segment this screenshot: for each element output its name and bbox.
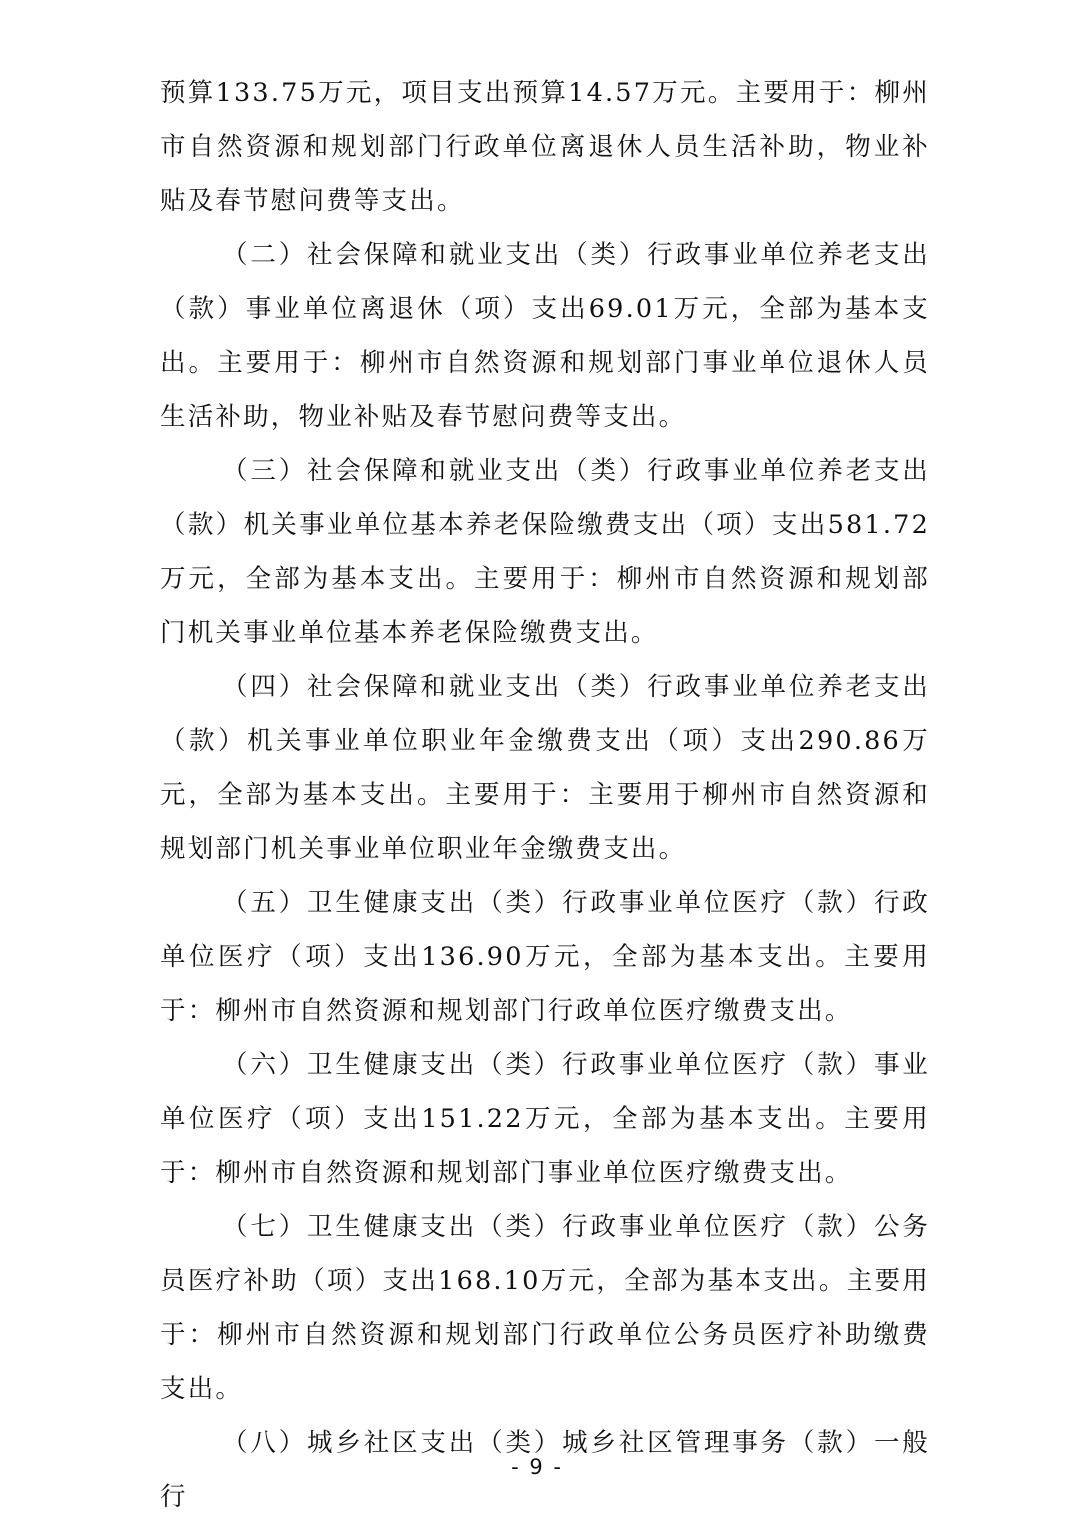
paragraph-item-5: （五）卫生健康支出（类）行政事业单位医疗（款）行政单位医疗（项）支出136.90万元，全部为基本支出。主要用于：柳州市自然资源和规划部门行政单位医疗缴费支出。 <box>160 888 930 1026</box>
paragraph-item-4: （四）社会保障和就业支出（类）行政事业单位养老支出（款）机关事业单位职业年金缴费支出（项）支出290.86万元，全部为基本支出。主要用于：主要用于柳州市自然资源和规划部门机关事业单位职业年金缴费支出。 <box>160 672 930 864</box>
paragraph-item-8: （八）城乡社区支出（类）城乡社区管理事务（款）一般行 <box>160 1428 930 1512</box>
paragraph-item-3: （三）社会保障和就业支出（类）行政事业单位养老支出（款）机关事业单位基本养老保险缴费支出（项）支出581.72万元，全部为基本支出。主要用于：柳州市自然资源和规划部门机关事业单位基本养老保险缴费支出。 <box>160 456 930 648</box>
paragraph-continued-budget: 预算133.75万元，项目支出预算14.57万元。主要用于：柳州市自然资源和规划部门行政单位离退休人员生活补助，物业补贴及春节慰问费等支出。 <box>160 78 930 216</box>
document-body <box>160 66 930 1524</box>
paragraph-item-7: （七）卫生健康支出（类）行政事业单位医疗（款）公务员医疗补助（项）支出168.10万元，全部为基本支出。主要用于：柳州市自然资源和规划部门行政单位公务员医疗补助缴费支出。 <box>160 1212 930 1404</box>
paragraph-item-6: （六）卫生健康支出（类）行政事业单位医疗（款）事业单位医疗（项）支出151.22万元，全部为基本支出。主要用于：柳州市自然资源和规划部门事业单位医疗缴费支出。 <box>160 1050 930 1188</box>
paragraph-item-2: （二）社会保障和就业支出（类）行政事业单位养老支出（款）事业单位离退休（项）支出69.01万元，全部为基本支出。主要用于：柳州市自然资源和规划部门事业单位退休人员生活补助，物业补贴及春节慰问费等支出。 <box>160 240 930 432</box>
page-number: - 9 - <box>511 1455 563 1479</box>
